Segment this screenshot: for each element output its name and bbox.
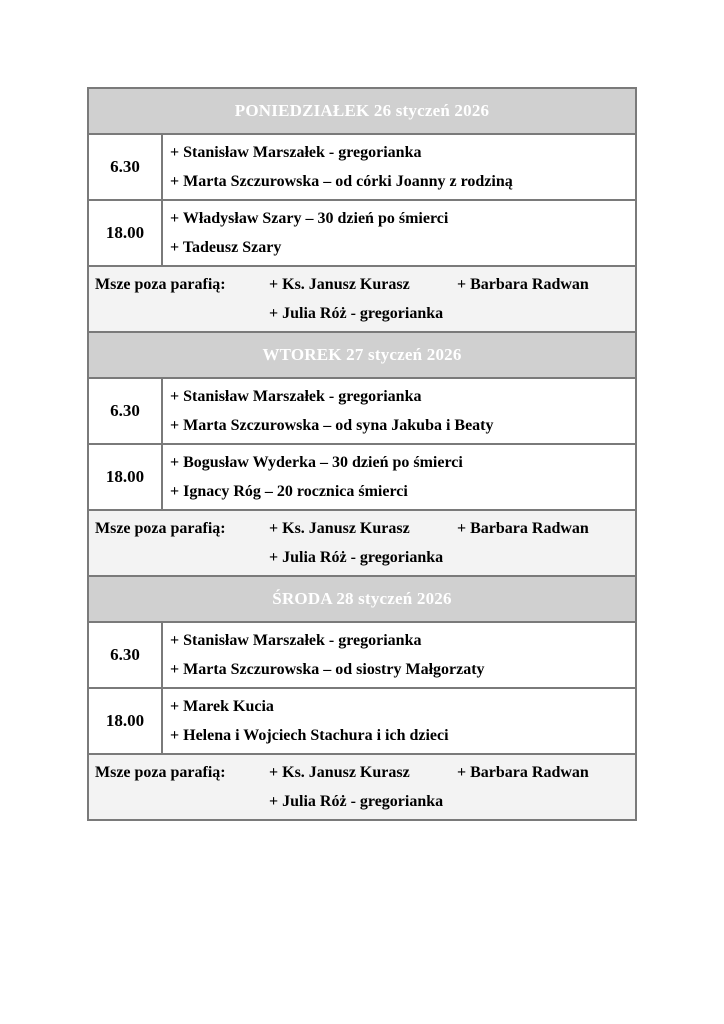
outside-parish-cell [88,754,636,820]
mass-intentions [162,622,636,688]
day-header-row [88,576,636,622]
outside-parish-row [88,266,636,332]
mass-time: 18.00 [88,688,162,754]
mass-row [88,622,636,688]
intention: + Marta Szczurowska – od siostry Małgorzaty [170,661,485,678]
outside-intention: + Julia Róż - gregorianka [269,549,444,566]
intention: + Stanisław Marszałek - gregorianka [170,632,422,649]
intention: + Stanisław Marszałek - gregorianka [170,388,422,405]
intention: + Helena i Wojciech Stachura i ich dzieci [170,727,449,744]
outside-parish-cell [88,266,636,332]
outside-intention: + Barbara Radwan [457,520,589,537]
mass-time: 18.00 [88,200,162,266]
mass-schedule-table [87,87,637,821]
mass-row [88,444,636,510]
mass-row [88,688,636,754]
day-header-row [88,88,636,134]
intention: + Bogusław Wyderka – 30 dzień po śmierci [170,454,463,471]
mass-time: 6.30 [88,622,162,688]
outside-intention: + Ks. Janusz Kurasz [269,276,410,293]
intention: + Władysław Szary – 30 dzień po śmierci [170,210,449,227]
outside-parish-label: Msze poza parafią: [95,520,226,537]
day-header-row [88,332,636,378]
intention: + Marek Kucia [170,698,274,715]
day-header: ŚRODA 28 styczeń 2026 [88,576,636,622]
outside-parish-row [88,754,636,820]
day-header: WTOREK 27 styczeń 2026 [88,332,636,378]
intention: + Tadeusz Szary [170,239,282,256]
intention: + Marta Szczurowska – od syna Jakuba i Beaty [170,417,494,434]
mass-intentions [162,134,636,200]
outside-intention: + Ks. Janusz Kurasz [269,764,410,781]
intention: + Stanisław Marszałek - gregorianka [170,144,422,161]
outside-parish-row [88,510,636,576]
mass-intentions [162,378,636,444]
intention: + Ignacy Róg – 20 rocznica śmierci [170,483,408,500]
mass-intentions [162,444,636,510]
outside-intention: + Barbara Radwan [457,276,589,293]
mass-time: 6.30 [88,378,162,444]
outside-parish-label: Msze poza parafią: [95,276,226,293]
intention: + Marta Szczurowska – od córki Joanny z rodziną [170,173,513,190]
mass-time: 18.00 [88,444,162,510]
outside-parish-cell [88,510,636,576]
outside-intention: + Ks. Janusz Kurasz [269,520,410,537]
mass-row [88,200,636,266]
day-header: PONIEDZIAŁEK 26 styczeń 2026 [88,88,636,134]
outside-parish-label: Msze poza parafią: [95,764,226,781]
outside-intention: + Julia Róż - gregorianka [269,793,444,810]
outside-intention: + Barbara Radwan [457,764,589,781]
mass-intentions [162,200,636,266]
mass-row [88,134,636,200]
outside-intention: + Julia Róż - gregorianka [269,305,444,322]
mass-intentions [162,688,636,754]
mass-time: 6.30 [88,134,162,200]
mass-row [88,378,636,444]
